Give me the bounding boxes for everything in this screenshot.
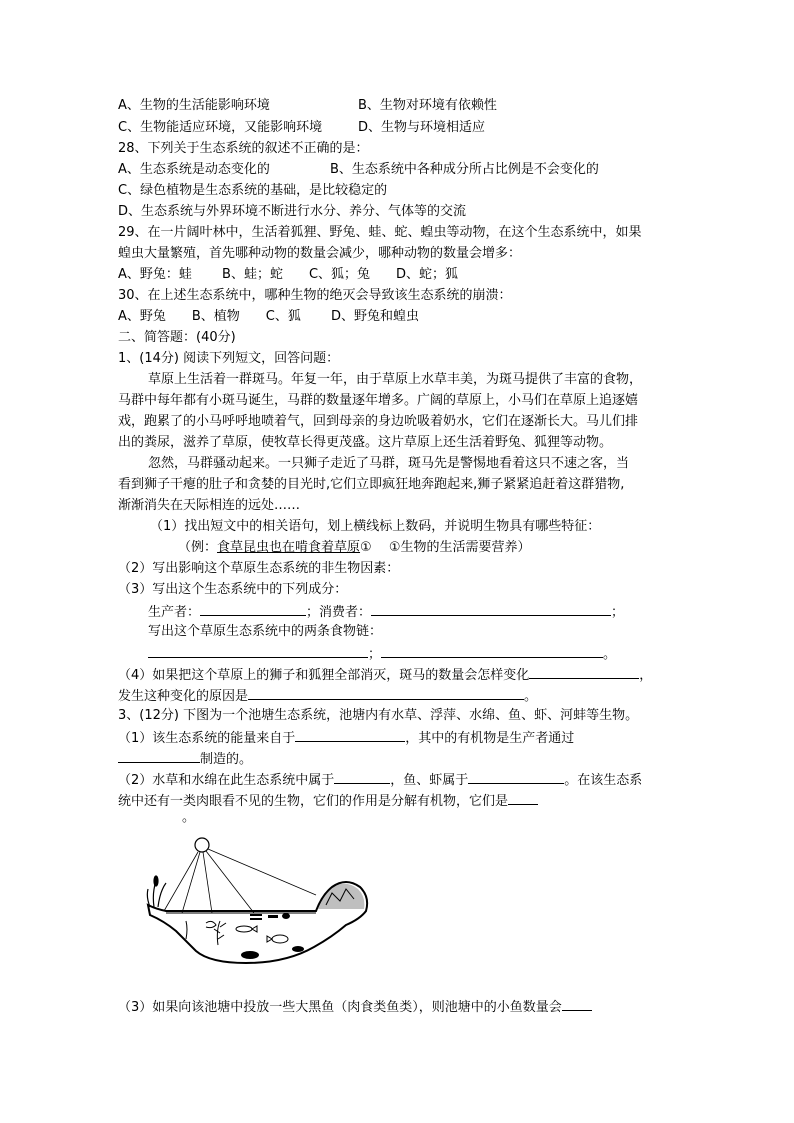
q28-option-c: C、绿色植物是生态系统的基础，是比较稳定的 xyxy=(118,183,388,198)
fish-icon xyxy=(236,926,288,943)
sun-rays xyxy=(164,849,316,913)
s3-q2-text2: ，鱼、虾属于 xyxy=(390,773,469,788)
reeds-icon xyxy=(147,876,166,907)
s1-components xyxy=(148,601,624,621)
producer-blank[interactable] xyxy=(200,601,306,616)
semicolon: ； xyxy=(368,647,382,662)
s3-q2-text3: 。在该生态系 xyxy=(564,773,643,788)
q29-options: A、野兔：蛙 B、蛙；蛇 C、狐；兔 D、蛇；狐 xyxy=(118,267,459,282)
s1-food-chains xyxy=(148,643,616,663)
decomposer-blank[interactable] xyxy=(508,790,538,805)
passage-line: 忽然，马群骚动起来。一只狮子走近了马群，斑马先是警惕地看着这只不速之客，当 xyxy=(148,456,630,471)
food-chain-blank-2[interactable] xyxy=(381,643,603,658)
q28-option-a: A、生态系统是动态变化的 xyxy=(118,162,270,177)
s3-q1-text3: 制造的。 xyxy=(200,752,253,767)
example-underlined: 食草昆虫也在啃食着草原 xyxy=(217,540,361,555)
q4-reason-text: 发生这种变化的原因是 xyxy=(118,689,249,704)
s1-q4-reason xyxy=(118,685,537,705)
period: 。 xyxy=(603,647,617,662)
q27-option-d: D、生物与环境相适应 xyxy=(358,120,486,135)
energy-source-blank[interactable] xyxy=(295,727,405,742)
floating-plants-icon xyxy=(250,913,290,920)
q30-options: A、野兔 B、植物 C、狐 D、野兔和蝗虫 xyxy=(118,309,420,324)
s3-heading: 3、(12分) 下图为一个池塘生态系统，池塘内有水草、浮萍、水绵、鱼、虾、河蚌等生物。 xyxy=(118,708,639,723)
q4-change-blank[interactable] xyxy=(529,664,639,679)
s3-q1-text: （1）该生态系统的能量来自于 xyxy=(118,731,296,746)
s3-q1 xyxy=(118,727,574,747)
consumer-label: ；消费者： xyxy=(306,605,372,620)
q4-reason-blank[interactable] xyxy=(248,685,524,700)
passage-line: 渐渐消失在天际相连的远处…… xyxy=(118,498,301,513)
s3-q2-text: （2）水草和水绵在此生态系统中属于 xyxy=(118,773,335,788)
passage-line: 看到狮子干瘪的肚子和贪婪的目光时,它们立即疯狂地奔跑起来,狮子紧紧追赶着这群猎物, xyxy=(118,477,625,492)
example-suffix: ① ①生物的生活需要营养） xyxy=(360,540,531,555)
passage-line: 马群中每年都有小斑马诞生，马群的数量逐年增多。广阔的草原上，小马们在草原上追逐嬉 xyxy=(118,393,639,408)
s3-q2 xyxy=(118,769,642,789)
q29-stem-line1: 29、在一片阔叶林中，生活着狐狸、野兔、蛙、蛇、蝗虫等动物，在这个生态系统中，如果 xyxy=(118,225,642,240)
section-heading: 二、简答题：(40分) xyxy=(118,330,236,345)
s1-food-chains-prompt: 写出这个草原生态系统中的两条食物链： xyxy=(148,624,383,639)
plants-role-blank[interactable] xyxy=(334,769,390,784)
sun-icon xyxy=(195,838,209,852)
s1-q3: （3）写出这个生态系统中的下列成分： xyxy=(118,582,348,597)
example-prefix: （例： xyxy=(178,540,218,555)
producer-label: 生产者： xyxy=(148,605,201,620)
consumer-blank[interactable] xyxy=(371,601,611,616)
animals-role-blank[interactable] xyxy=(468,769,564,784)
pond-ecosystem-diagram xyxy=(146,835,376,975)
q30-stem: 30、在上述生态系统中，哪种生物的绝灭会导致该生态系统的崩溃： xyxy=(118,288,512,303)
comma: ， xyxy=(639,668,653,683)
food-chain-blank-1[interactable] xyxy=(148,643,368,658)
q28-stem: 28、下列关于生态系统的叙述不正确的是： xyxy=(118,141,369,156)
water-plant-icon xyxy=(186,921,226,945)
s3-q2-text4: 统中还有一类肉眼看不见的生物，它们的作用是分解有机物，它们是 xyxy=(118,794,509,809)
q27-option-a: A、生物的生活能影响环境 xyxy=(118,98,270,113)
snail-icon xyxy=(292,946,304,952)
q28-option-b: B、生态系统中各种成分所占比例是不会变化的 xyxy=(330,162,599,177)
s3-q1-cont xyxy=(118,748,252,768)
s3-q2-cont xyxy=(118,790,538,810)
passage-line: 草原上生活着一群斑马。年复一年，由于草原上水草丰美，为斑马提供了丰富的食物， xyxy=(148,372,643,387)
clam-icon xyxy=(241,951,259,959)
process-blank[interactable] xyxy=(118,748,200,763)
shrimp-icon xyxy=(206,921,216,927)
s3-q3-text: （3）如果向该池塘中投放一些大黑鱼（肉食类鱼类），则池塘中的小鱼数量会 xyxy=(118,1000,562,1015)
s3-q1-text2: ，其中的有机物是生产者通过 xyxy=(405,731,575,746)
q29-stem-line2: 蝗虫大量繁殖，首先哪种动物的数量会减少，哪种动物的数量会增多： xyxy=(118,246,522,261)
s1-q2: （2）写出影响这个草原生态系统的非生物因素： xyxy=(118,561,400,576)
q27-option-c: C、生物能适应环境，又能影响环境 xyxy=(118,120,323,135)
s1-heading: 1、(14分) 阅读下列短文，回答问题： xyxy=(118,351,340,366)
fish-number-blank[interactable] xyxy=(562,996,592,1011)
period: 。 xyxy=(524,689,538,704)
s3-q3 xyxy=(118,996,592,1016)
q27-option-b: B、生物对环境有依赖性 xyxy=(358,98,497,113)
s1-q4 xyxy=(118,664,652,684)
semicolon: ； xyxy=(611,605,625,620)
s3-q2-dot: 。 xyxy=(182,810,196,825)
passage-line: 出的粪尿，滋养了草原，使牧草长得更茂盛。这片草原上还生活着野兔、狐狸等动物。 xyxy=(118,435,613,450)
q28-option-d: D、生态系统与外界环境不断进行水分、养分、气体等的交流 xyxy=(118,204,467,219)
s1-q1: （1）找出短文中的相关语句，划上横线标上数码，并说明生物具有哪些特征： xyxy=(150,519,601,534)
passage-line: 戏，跑累了的小马呼呼地喷着气，回到母亲的身边吮吸着奶水，它们在逐渐长大。马儿们排 xyxy=(118,414,639,429)
rock-icon xyxy=(318,884,364,909)
s1-example xyxy=(178,538,530,558)
q4-text: （4）如果把这个草原上的狮子和狐狸全部消灭，斑马的数量会怎样变化 xyxy=(118,668,530,683)
